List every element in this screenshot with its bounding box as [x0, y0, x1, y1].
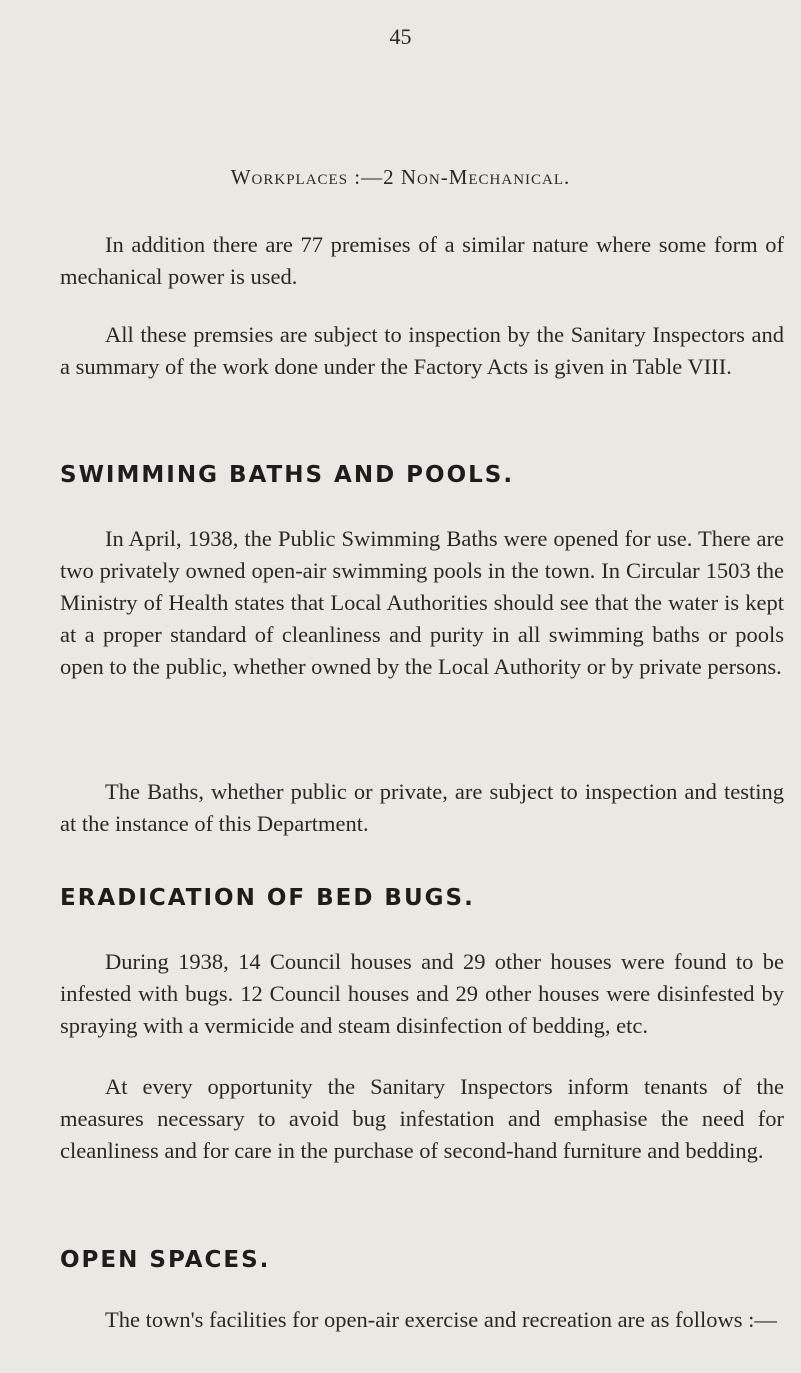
swimming-paragraph-1: In April, 1938, the Public Swimming Baths were opened for use. There are two privately owned open-air swimming pools in the town. In Circular 1503 the Ministry of Health states that Local Authorities should see that the water is kept at a proper standard of cleanliness and purity in all swimming baths or pools open to the public, whether owned by the Local Authority or by private persons.: [60, 526, 784, 679]
open-spaces-heading: OPEN SPACES.: [60, 1247, 271, 1273]
bed-bugs-heading: ERADICATION OF BED BUGS.: [60, 885, 475, 911]
workplaces-paragraph-1: In addition there are 77 premises of a similar nature where some form of mechanical power is used.: [60, 232, 784, 289]
workplaces-paragraph-2: All these premsies are subject to inspection by the Sanitary Inspectors and a summary of the work done under the Factory Acts is given in Table VIII.: [60, 322, 784, 379]
open-spaces-paragraph-1: The town's facilities for open-air exercise and recreation are as follows :—: [105, 1307, 777, 1332]
swimming-baths-heading: SWIMMING BATHS AND POOLS.: [60, 462, 515, 488]
workplaces-heading: Workplaces :—2 Non-Mechanical.: [230, 165, 571, 189]
page-number: 45: [389, 24, 412, 49]
swimming-paragraph-2: The Baths, whether public or private, are subject to inspection and testing at the instance of this Department.: [60, 779, 784, 836]
bed-bugs-paragraph-1: During 1938, 14 Council houses and 29 other houses were found to be infested with bugs. 12 Council houses and 29 other houses were disinfested by spraying with a vermicide and steam disinfection of bedding, etc.: [60, 949, 784, 1038]
bed-bugs-paragraph-2: At every opportunity the Sanitary Inspectors inform tenants of the measures necessary to avoid bug infestation and emphasise the need for cleanliness and for care in the purchase of second-hand furniture and bedding.: [60, 1074, 784, 1163]
